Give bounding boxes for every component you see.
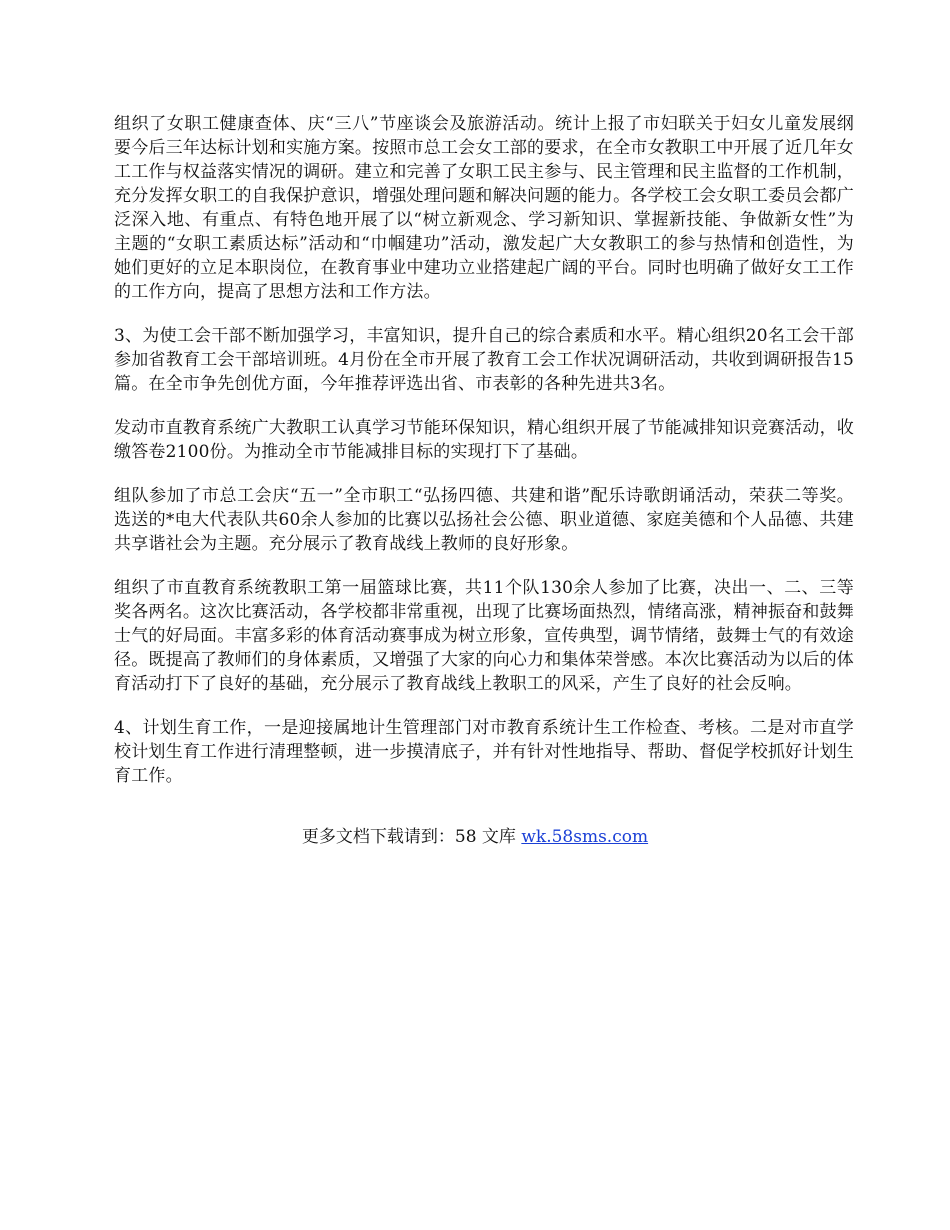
paragraph-energy-saving: 发动市直教育系统广大教职工认真学习节能环保知识，精心组织开展了节能减排知识竞赛活动，收缴答卷2100份。为推动全市节能减排目标的实现打下了基础。 (114, 418, 854, 462)
download-footer (0, 825, 950, 849)
paragraph-basketball: 组织了市直教育系统教职工第一届篮球比赛，共11个队130余人参加了比赛，决出一、二、三等奖各两名。这次比赛活动，各学校都非常重视，出现了比赛场面热烈，情绪高涨，精神振奋和鼓舞士气的好局面。丰富多彩的体育活动赛事成为树立形象，宣传典型，调节情绪，鼓舞士气的有效途径。既提高了教师们的身体素质，又增强了大家的向心力和集体荣誉感。本次比赛活动为以后的体育活动打下了良好的基础，充分展示了教育战线上教职工的风采，产生了良好的社会反响。 (114, 578, 854, 694)
paragraph-poetry-recital: 组队参加了市总工会庆“五一”全市职工“弘扬四德、共建和谐”配乐诗歌朗诵活动，荣获二等奖。选送的*电大代表队共60余人参加的比赛以弘扬社会公德、职业道德、家庭美德和个人品德、共建共享谐社会为主题。充分展示了教育战线上教师的良好形象。 (114, 486, 854, 554)
document-body (114, 112, 854, 808)
footer-prefix: 更多文档下载请到：58 文库 (301, 827, 522, 847)
footer-download-link[interactable]: wk.58sms.com (521, 827, 649, 847)
paragraph-women-workers: 组织了女职工健康查体、庆“三八”节座谈会及旅游活动。统计上报了市妇联关于妇女儿童发展纲要今后三年达标计划和实施方案。按照市总工会女工部的要求，在全市女教职工中开展了近几年女工工作与权益落实情况的调研。建立和完善了女职工民主参与、民主管理和民主监督的工作机制，充分发挥女职工的自我保护意识，增强处理问题和解决问题的能力。各学校工会女职工委员会都广泛深入地、有重点、有特色地开展了以“树立新观念、学习新知识、掌握新技能、争做新女性”为主题的“女职工素质达标”活动和“巾帼建功”活动，激发起广大女教职工的参与热情和创造性，为她们更好的立足本职岗位，在教育事业中建功立业搭建起广阔的平台。同时也明确了做好女工工作的工作方向，提高了思想方法和工作方法。 (114, 114, 854, 302)
paragraph-cadre-training: 3、为使工会干部不断加强学习，丰富知识，提升自己的综合素质和水平。精心组织20名工会干部参加省教育工会干部培训班。4月份在全市开展了教育工会工作状况调研活动，共收到调研报告15篇。在全市争先创优方面，今年推荐评选出省、市表彰的各种先进共3名。 (114, 326, 854, 394)
paragraph-family-planning: 4、计划生育工作，一是迎接属地计生管理部门对市教育系统计生工作检查、考核。二是对市直学校计划生育工作进行清理整顿，进一步摸清底子，并有针对性地指导、帮助、督促学校抓好计划生育工作。 (114, 718, 854, 786)
